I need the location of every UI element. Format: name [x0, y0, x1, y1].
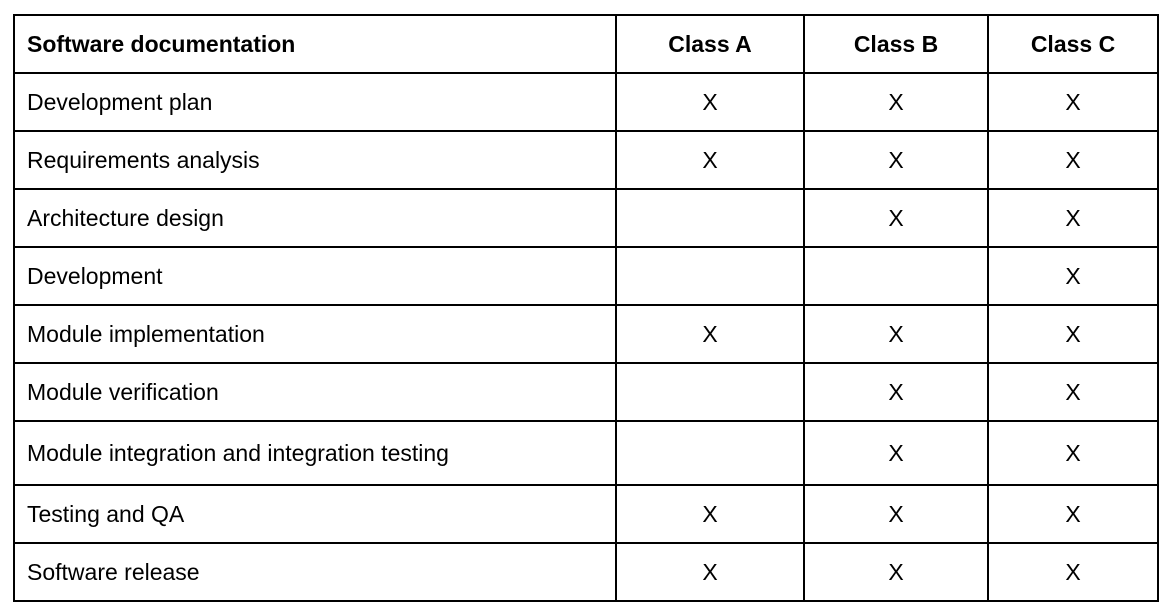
class-a-mark: X: [616, 305, 804, 363]
class-a-mark: [616, 247, 804, 305]
header-class-c: Class C: [988, 15, 1158, 73]
class-c-mark: X: [988, 247, 1158, 305]
header-class-b: Class B: [804, 15, 988, 73]
table-row: [14, 363, 1158, 421]
class-a-mark: X: [616, 73, 804, 131]
table-row: [14, 131, 1158, 189]
table-row: [14, 305, 1158, 363]
class-a-mark: [616, 421, 804, 485]
class-a-mark: [616, 363, 804, 421]
header-software-documentation: Software documentation: [14, 15, 616, 73]
header-class-a: Class A: [616, 15, 804, 73]
class-b-mark: X: [804, 131, 988, 189]
class-c-mark: X: [988, 131, 1158, 189]
class-b-mark: X: [804, 485, 988, 543]
table-row: [14, 543, 1158, 601]
row-label: Testing and QA: [14, 485, 616, 543]
row-label: Development: [14, 247, 616, 305]
class-a-mark: X: [616, 543, 804, 601]
class-c-mark: X: [988, 73, 1158, 131]
documentation-class-table: [13, 14, 1159, 602]
table-row: [14, 73, 1158, 131]
table-row: [14, 485, 1158, 543]
row-label: Software release: [14, 543, 616, 601]
class-c-mark: X: [988, 363, 1158, 421]
row-label: Module verification: [14, 363, 616, 421]
class-b-mark: X: [804, 363, 988, 421]
class-b-mark: X: [804, 73, 988, 131]
table-row: [14, 189, 1158, 247]
table-row: [14, 247, 1158, 305]
class-b-mark: [804, 247, 988, 305]
table-header-row: [14, 15, 1158, 73]
class-b-mark: X: [804, 543, 988, 601]
class-c-mark: X: [988, 543, 1158, 601]
row-label: Module integration and integration testing: [14, 421, 616, 485]
class-c-mark: X: [988, 189, 1158, 247]
row-label: Development plan: [14, 73, 616, 131]
row-label: Architecture design: [14, 189, 616, 247]
row-label: Requirements analysis: [14, 131, 616, 189]
class-a-mark: [616, 189, 804, 247]
class-b-mark: X: [804, 421, 988, 485]
class-c-mark: X: [988, 421, 1158, 485]
class-b-mark: X: [804, 305, 988, 363]
class-c-mark: X: [988, 305, 1158, 363]
table-row: [14, 421, 1158, 485]
class-a-mark: X: [616, 131, 804, 189]
class-a-mark: X: [616, 485, 804, 543]
class-b-mark: X: [804, 189, 988, 247]
class-c-mark: X: [988, 485, 1158, 543]
row-label: Module implementation: [14, 305, 616, 363]
